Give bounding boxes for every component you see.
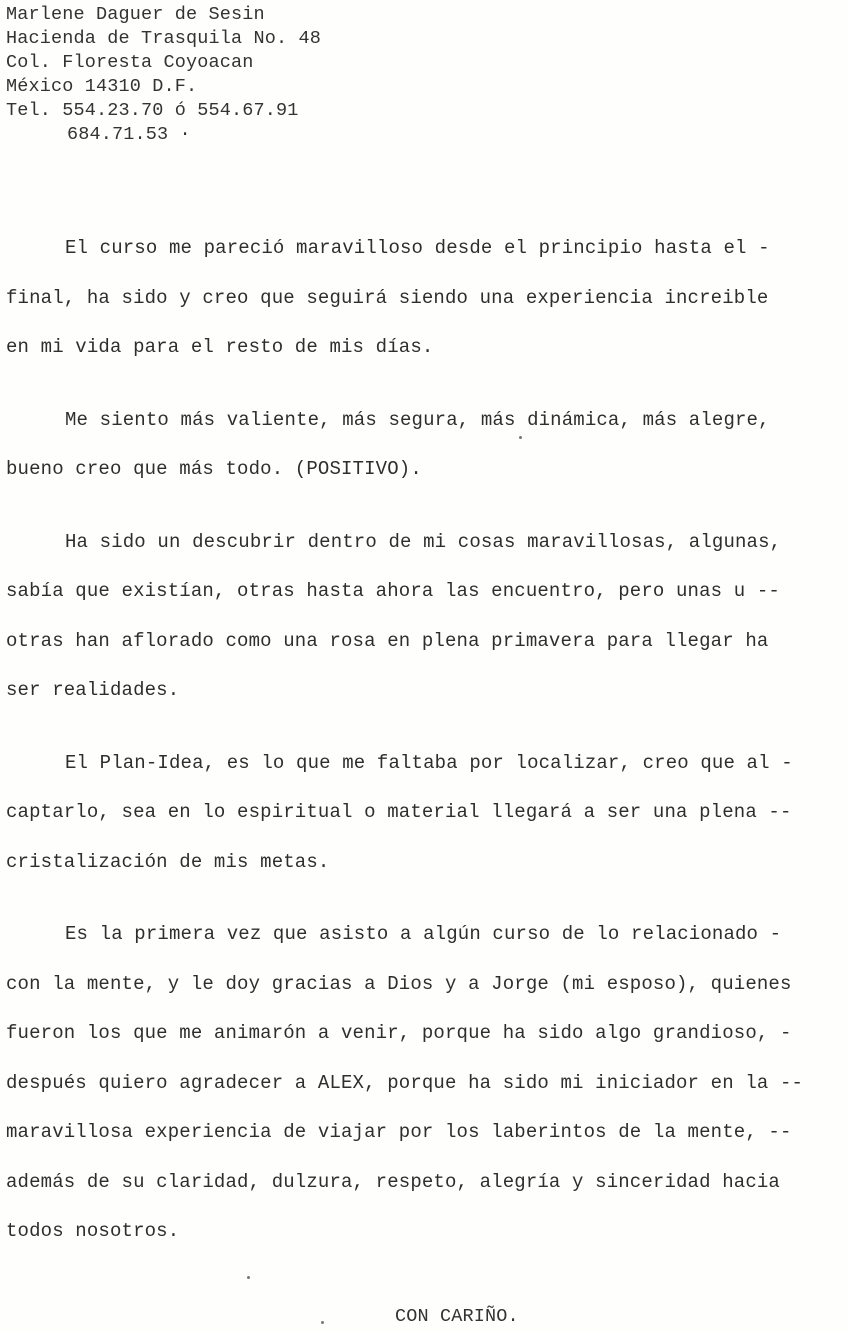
paragraph-line: con la mente, y le doy gracias a Dios y a Jorge (mi esposo), quienes (6, 972, 792, 995)
letter-body (6, 224, 842, 1257)
paragraph-line: además de su claridad, dulzura, respeto, alegría y sinceridad hacia (6, 1170, 780, 1193)
closing-signoff: CON CARIÑO. (395, 1306, 519, 1327)
paragraph-line: ser realidades. (6, 679, 180, 701)
paragraph-line: después quiero agradecer a ALEX, porque ha sido mi iniciador en la -- (6, 1071, 804, 1094)
paragraph-line: El Plan-Idea, es lo que me faltaba por localizar, creo que al - (65, 751, 793, 774)
paragraph-line: Ha sido un descubrir dentro de mi cosas maravillosas, algunas, (65, 530, 782, 553)
ink-speck (247, 1276, 250, 1279)
body-paragraph (6, 739, 842, 888)
paragraph-line: maravillosa experiencia de viajar por los laberintos de la mente, -- (6, 1121, 792, 1143)
sender-name: Marlene Daguer de Sesin (6, 4, 265, 25)
paragraph-line: cristalización de mis metas. (6, 850, 330, 873)
ink-speck (321, 1321, 324, 1324)
paragraph-line: bueno creo que más todo. (POSITIVO). (6, 458, 422, 480)
paragraph-line: fueron los que me animarón a venir, porque ha sido algo grandioso, - (6, 1022, 792, 1044)
sender-address-block (6, 3, 321, 147)
paragraph-line: en mi vida para el resto de mis días. (6, 336, 434, 358)
body-paragraph (6, 518, 842, 716)
paragraph-line: todos nosotros. (6, 1220, 180, 1242)
ink-speck (519, 436, 522, 439)
sender-colony: Col. Floresta Coyoacan (6, 52, 254, 73)
sender-city: México 14310 D.F. (6, 76, 198, 97)
sender-phone: Tel. 554.23.70 ó 554.67.91 (6, 100, 299, 121)
paragraph-line: El curso me pareció maravilloso desde el principio hasta el - (65, 237, 770, 259)
paragraph-line: Es la primera vez que asisto a algún curso de lo relacionado - (65, 923, 782, 945)
sender-phone-extra: 684.71.53 · (67, 124, 191, 145)
paragraph-line: sabía que existían, otras hasta ahora las encuentro, pero unas u -- (6, 580, 780, 602)
body-paragraph (6, 910, 842, 1257)
body-paragraph (6, 224, 842, 373)
body-paragraph (6, 396, 842, 495)
paragraph-line: otras han aflorado como una rosa en plena primavera para llegar ha (6, 629, 769, 652)
sender-street: Hacienda de Trasquila No. 48 (6, 28, 322, 49)
paragraph-line: captarlo, sea en lo espiritual o material llegará a ser una plena -- (6, 801, 792, 823)
paragraph-line: final, ha sido y creo que seguirá siendo una experiencia increible (6, 286, 769, 309)
paragraph-line: Me siento más valiente, más segura, más dinámica, más alegre, (65, 408, 770, 431)
